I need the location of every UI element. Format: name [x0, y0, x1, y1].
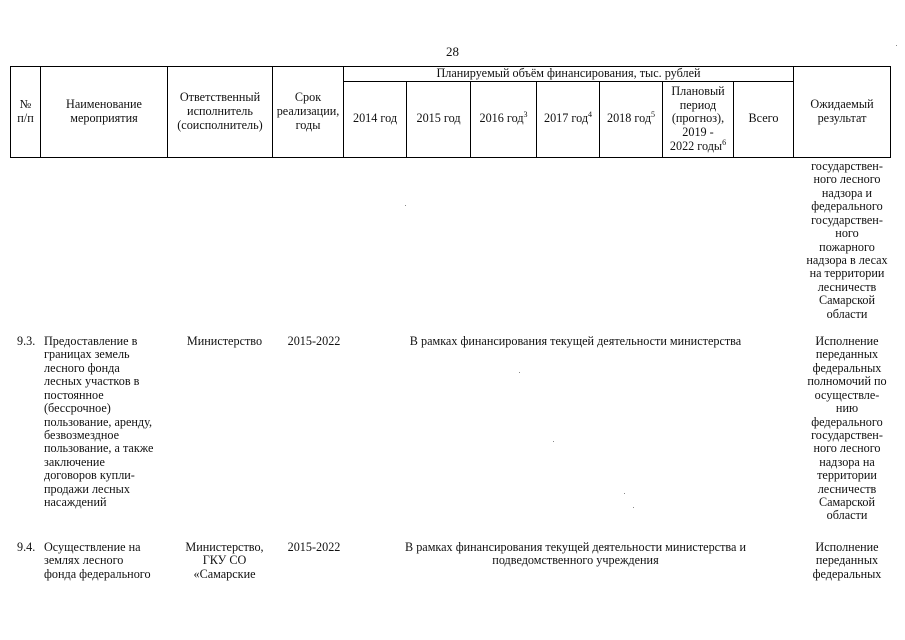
- row-9-3-executor: Министерство: [186, 334, 263, 348]
- header-2017: 2017 год$^4$: [537, 81, 600, 157]
- header-2015: 2015 год: [407, 81, 471, 157]
- continuation-result: государствен- ного лесного надзора и федерального государствен- ного пожарного надзора в лесах на территории лесничеств Самарской области: [806, 159, 888, 321]
- row-9-4-executor: Министерство, ГКУ СО «Самарские: [185, 540, 264, 581]
- scan-speck: [896, 45, 897, 46]
- page-number: 28: [446, 44, 459, 59]
- row-9-3-period: 2015-2022: [287, 334, 341, 348]
- header-funding-title: Планируемый объём финансирования, тыс. рублей: [344, 67, 794, 82]
- row-9-3-num: 9.3.: [17, 334, 36, 348]
- scan-speck: [633, 507, 634, 508]
- header-executor: Ответственный исполнитель (соисполнитель): [168, 67, 273, 158]
- header-2016: 2016 год$^3$: [471, 81, 537, 157]
- scan-speck: [553, 441, 554, 442]
- row-9-4-num: 9.4.: [17, 540, 36, 554]
- row-9-3-name: Предоставление в границах земель лесного фонда лесных участков в постоянное (бессрочное) пользование, аренду, безвозмездное пользование, а также заключение договоров купли- продажи лесных насаждений: [44, 334, 154, 510]
- row-9-3-funding: В рамках финансирования текущей деятельности министерства: [409, 334, 742, 348]
- table-header: [10, 66, 891, 158]
- row-9-4-name: Осуществление на землях лесного фонда федерального: [44, 540, 151, 581]
- header-period: Срок реализации, годы: [273, 67, 344, 158]
- row-9-4-funding: В рамках финансирования текущей деятельности министерства и подведомственного учреждения: [405, 540, 746, 568]
- row-9-4-period: 2015-2022: [287, 540, 341, 554]
- header-total: Всего: [734, 81, 794, 157]
- row-9-3-result: Исполнение переданных федеральных полномочий по осуществле- нию федерального государствен- ного лесного надзора на территории лесничеств Самарской области: [807, 334, 887, 523]
- header-name: Наименование мероприятия: [41, 67, 168, 158]
- header-result: Ожидаемый результат: [794, 67, 891, 158]
- header-num: № п/п: [11, 67, 41, 158]
- row-9-4-result: Исполнение переданных федеральных: [812, 540, 882, 581]
- scan-speck: [624, 493, 625, 494]
- header-2018: 2018 год$^5$: [600, 81, 663, 157]
- scan-speck: [405, 205, 406, 206]
- scan-speck: [519, 372, 520, 373]
- header-2014: 2014 год: [344, 81, 407, 157]
- header-plan-period: Плановый период (прогноз), 2019 - 2022 годы$^6$: [663, 81, 734, 157]
